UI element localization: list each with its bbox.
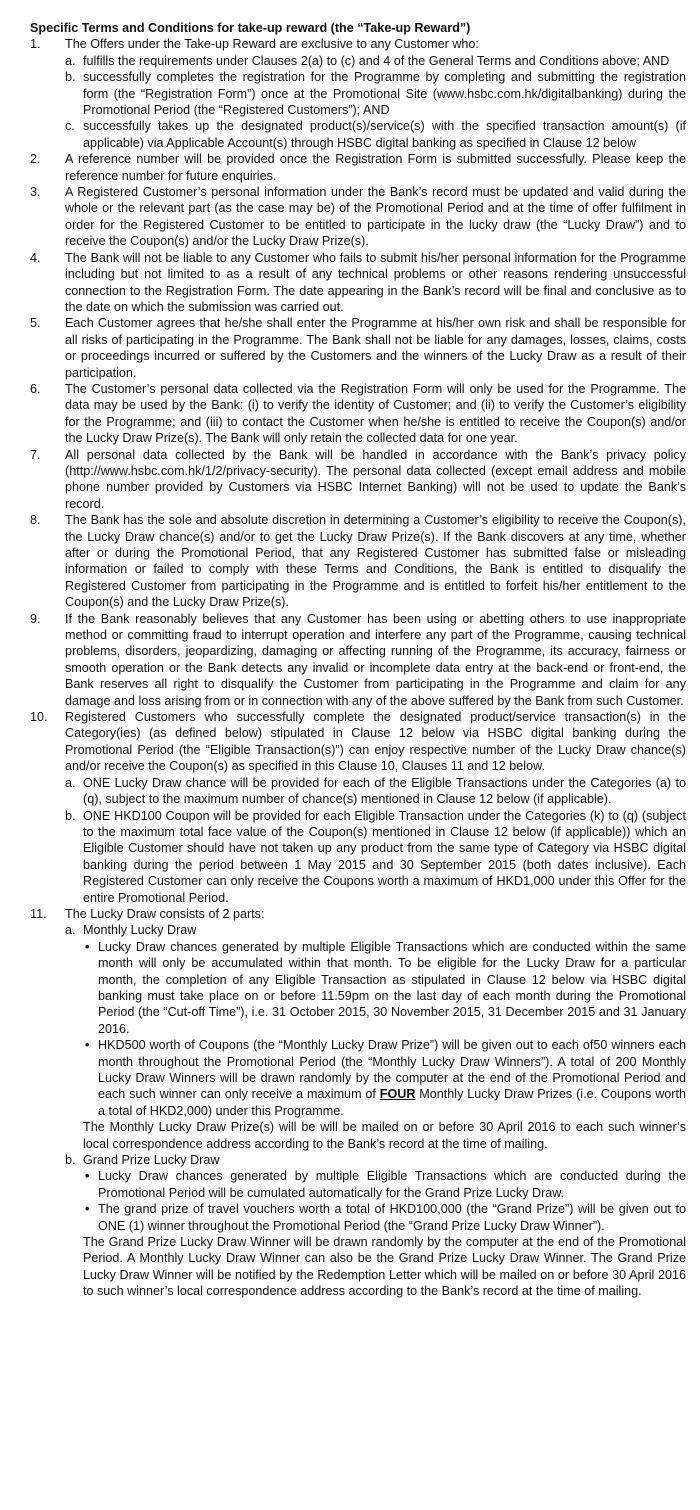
sub-letter: a. (65, 53, 76, 68)
clause-text: A reference number will be provided once the Registration Form is submitted successfully. Please keep the reference number for future enquiries. (65, 152, 686, 183)
clause-8 (30, 512, 686, 610)
clause-number: 11. (30, 906, 47, 921)
clause-text: All personal data collected by the Bank will be handled in accordance with the Bank’s privacy policy (http://www.hsbc.com.hk/1/2/privacy-security). The personal data collected (except email address and mobile phone number provided by Customers via HSBC Internet Banking) will not be used to update the Bank’s record. (65, 447, 686, 511)
clause-number: 10. (30, 710, 48, 725)
sub-letter: a. (65, 775, 76, 790)
clause-text: The Customer’s personal data collected via the Registration Form will only be used for the Programme. The data may be used by the Bank: (i) to verify the identity of Customer; and (ii) to verify the Customer’s eligibility for the Programme; and (iii) to contact the Customer when he/she is entitled to receive the Coupon(s) and/or the Lucky Draw Prize(s). The Bank will only retain the collected data for one year. (65, 381, 686, 446)
clause-2 (30, 151, 686, 184)
sub-clause-b (65, 1152, 686, 1300)
sub-clause-text: successfully takes up the designated product(s)/service(s) with the specified transaction amount(s) (if applicable) via Applicable Account(s) through HSBC digital banking as specified in Clause 12 below (83, 119, 686, 150)
clause-text: The Bank will not be liable to any Customer who fails to submit his/her personal information for the Programme including but not limited to as a result of any technical problems or other reasons rendering unsuccessful connection to the Registration Form. The date appearing in the Bank’s record will be final and conclusive as to the date on which the submission was carried out. (65, 250, 686, 314)
sub-clause-b (65, 69, 686, 118)
bullet-icon: • (85, 1202, 90, 1217)
clause-number: 7. (30, 447, 41, 462)
clause-number: 1. (30, 37, 41, 52)
sub-clause-a (65, 922, 686, 1152)
bullet-list (83, 1168, 686, 1234)
clause-text: Registered Customers who successfully complete the designated product/service transaction(s) in the Category(ies) (as defined below) stipulated in Clause 12 below via HSBC digital banking during the Promotional Period (the “Eligible Transaction(s)”) can enjoy respective number of the Lucky Draw chance(s) and/or receive the Coupon(s) as specified in this Clause 10, Clauses 11 and 12 below. (65, 710, 686, 774)
clause-text: If the Bank reasonably believes that any Customer has been using or abetting others to use inappropriate method or committing fraud to interrupt operation and interfere any part of the Programme, causing technical problems, disorders, jeopardizing, damaging or affecting running of the Programme, its accuracy, fairness or smooth operation or the Bank detects any invalid or incomplete data entry at the back-end or front-end, the Bank reserves all right to disqualify the Customer from participating in the Programme and claim for any damage and loss arising from or in connection with any of the above suffered by the Bank from such Customer. (65, 611, 686, 708)
clause-9 (30, 611, 686, 709)
bullet-text: The grand prize of travel vouchers worth a total of HKD100,000 (the “Grand Prize”) will be given out to ONE (1) winner throughout the Promotional Period (the “Grand Prize Lucky Draw Winner”). (98, 1202, 686, 1233)
clause-5 (30, 315, 686, 381)
sub-letter: b. (65, 70, 76, 85)
section-heading: Specific Terms and Conditions for take-up reward (the “Take-up Reward”) (30, 21, 471, 35)
sub-clause-c (65, 118, 686, 151)
bullet-icon: • (85, 939, 90, 954)
clause-10 (30, 709, 686, 906)
clause-number: 5. (30, 316, 41, 331)
sub-clause-text: fulfills the requirements under Clauses 2(a) to (c) and 4 of the General Terms and Conditions above; AND (83, 53, 670, 68)
sub-clause-title: Grand Prize Lucky Draw (83, 1153, 220, 1168)
sub-clause-note: The Grand Prize Lucky Draw Winner will be drawn randomly by the computer at the end of the Promotional Period. A Monthly Lucky Draw Winner can also be the Grand Prize Lucky Draw Winner. The Grand Prize Lucky Draw Winner will be notified by the Redemption Letter which will be mailed on or before 30 April 2016 to such winner’s local correspondence address according to the Bank’s record at the time of mailing. (83, 1235, 686, 1299)
sub-clause-text: successfully completes the registration for the Programme by completing and submitting the registration form (the “Registration Form”) once at the Promotional Site (www.hsbc.com.hk/digitalbanking) during the Promotional Period (the “Registered Customers”); AND (83, 70, 686, 118)
clause-1 (30, 36, 686, 151)
bullet-text-pre: HKD500 worth of Coupons (the “Monthly Lucky Draw Prize”) will be given out to each of50 winners each month throughout the Promotional Period (the “Monthly Lucky Draw Winners”). A total of 200 Monthly Lucky Draw Winners will be drawn randomly by the computer at the end of the Promotional Period and each such winner can only receive a maximum of (98, 1038, 686, 1102)
clause-text: The Offers under the Take-up Reward are exclusive to any Customer who: (65, 37, 479, 52)
bullet-icon: • (85, 1169, 90, 1184)
sub-clause-a (65, 53, 686, 69)
clauses-list (30, 36, 686, 1299)
sub-letter: b. (65, 1153, 76, 1168)
bullet-item (83, 1037, 686, 1119)
sub-clause-title: Monthly Lucky Draw (83, 923, 197, 938)
clause-7 (30, 447, 686, 513)
bullet-text: Lucky Draw chances generated by multiple Eligible Transactions which are conducted within the same month will only be accumulated within that month. To be eligible for the Lucky Draw for a particular month, the completion of any Eligible Transaction as stipulated in Clause 12 below via HSBC digital banking must take place on or before 11.59pm on the last day of each month during the Promotional Period (the “Cut-off Time”), i.e. 31 October 2015, 30 November 2015, 31 December 2015 and 31 January 2016. (98, 939, 686, 1036)
sub-clauses (65, 775, 686, 906)
bullet-icon: • (85, 1038, 90, 1053)
clause-number: 3. (30, 185, 41, 200)
sub-clause-note: The Monthly Lucky Draw Prize(s) will be will be mailed on or before 30 April 2016 to each such winner’s local correspondence address according to the Bank’s record at the time of mailing. (83, 1120, 686, 1151)
sub-clauses (65, 922, 686, 1299)
bullet-item (83, 1201, 686, 1234)
clause-number: 6. (30, 381, 41, 396)
bullet-item (83, 939, 686, 1037)
sub-clause-b (65, 808, 686, 906)
sub-letter: a. (65, 923, 76, 938)
clause-number: 8. (30, 513, 41, 528)
clause-text: The Bank has the sole and absolute discretion in determining a Customer’s eligibility to receive the Coupon(s), the Lucky Draw chance(s) and/or to get the Lucky Draw Prize(s). If the Bank discovers at any time, whether after or during the Promotional Period, that any Registered Customer has submitted false or misleading information or failed to comply with these Terms and Conditions, the Bank is entitled to disqualify the Registered Customer from participating in the Programme and is entitled to forfeit his/her entitlement to the Coupon(s) and the Lucky Draw Prize(s). (65, 513, 686, 610)
bullet-text-post: Monthly Lucky Draw Prizes (i.e. Coupons worth a total of HKD2,000) under this Programme. (98, 1087, 686, 1118)
clause-3 (30, 184, 686, 250)
clause-number: 2. (30, 152, 41, 167)
bullet-text: Lucky Draw chances generated by multiple Eligible Transactions which are conducted during the Promotional Period will be cumulated automatically for the Grand Prize Lucky Draw. (98, 1169, 686, 1200)
clause-11 (30, 906, 686, 1300)
sub-clause-a (65, 775, 686, 808)
emphasis-four: FOUR (379, 1087, 416, 1102)
sub-letter: b. (65, 808, 76, 823)
sub-clause-text: ONE HKD100 Coupon will be provided for each Eligible Transaction under the Categories (k) to (q) (subject to the maximum total face value of the Coupon(s) mentioned in Clause 12 below (if applicable)) which an Eligible Customer should have not taken up any product from the same type of Category via HSBC digital banking during the period between 1 May 2015 and 30 September 2015 (both dates inclusive). Each Registered Customer can only receive the Coupons worth a maximum of HKD1,000 under this Offer for the entire Promotional Period. (83, 808, 686, 905)
sub-letter: c. (65, 119, 75, 134)
bullet-list (83, 939, 686, 1119)
sub-clause-text: ONE Lucky Draw chance will be provided for each of the Eligible Transactions under the Categories (a) to (q), subject to the maximum number of chance(s) mentioned in Clause 12 below (if applicable). (83, 775, 686, 807)
clause-text: Each Customer agrees that he/she shall enter the Programme at his/her own risk and shall be responsible for all risks of participating in the Programme. The Bank shall not be liable for any damages, losses, claims, costs or proceedings incurred or suffered by the Customers and the winners of the Lucky Draw as a result of their participation. (65, 316, 686, 380)
clause-6 (30, 381, 686, 447)
clause-number: 9. (30, 611, 41, 626)
clause-text: The Lucky Draw consists of 2 parts: (65, 906, 265, 921)
clause-text: A Registered Customer’s personal information under the Bank’s record must be updated and valid during the whole or the relevant part (as the case may be) of the Promotional Period and at the time of offer fulfilment in order for the Registered Customer to be entitled to participate in the lucky draw (the “Lucky Draw”) and to receive the Coupon(s) and/or the Lucky Draw Prize(s). (65, 185, 686, 249)
clause-4 (30, 250, 686, 316)
sub-clauses (65, 53, 686, 151)
clause-number: 4. (30, 250, 41, 265)
bullet-item (83, 1168, 686, 1201)
